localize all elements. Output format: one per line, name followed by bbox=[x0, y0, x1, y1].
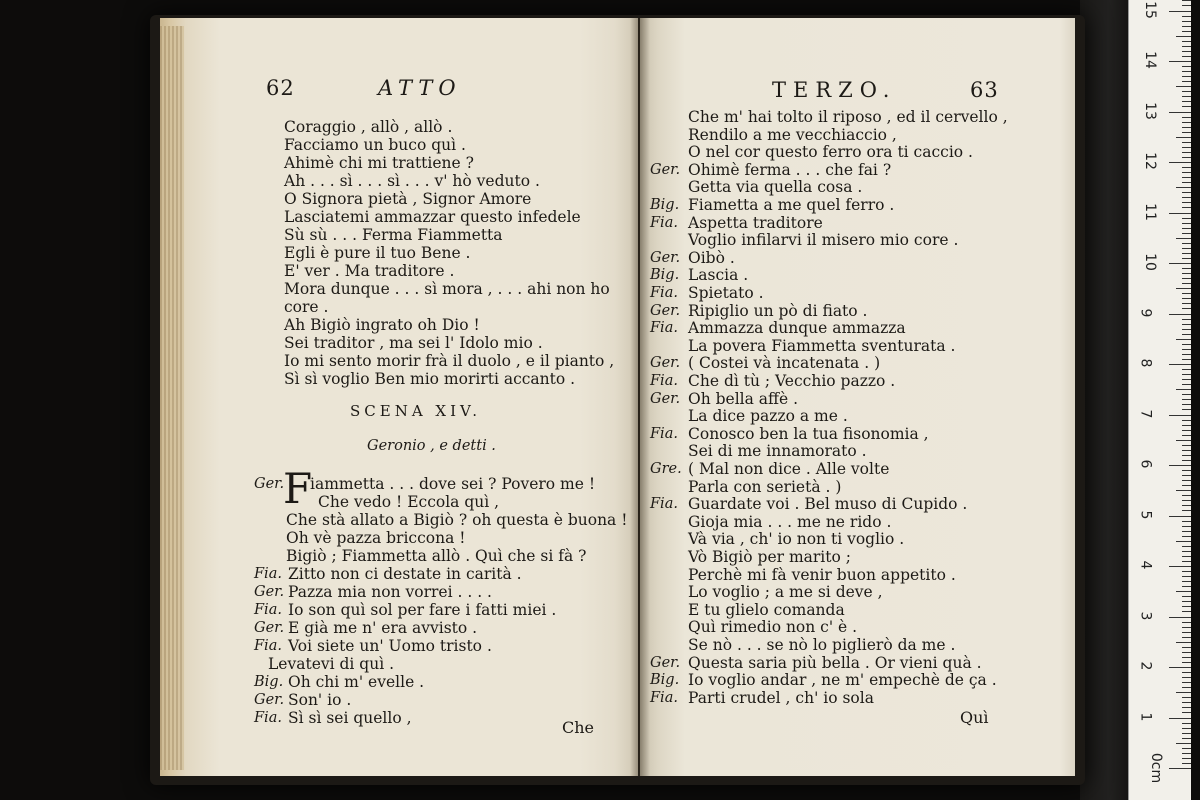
speaker-label: Fia. bbox=[650, 214, 678, 231]
verse-line: ( Mal non dice . Alle volte bbox=[688, 460, 890, 478]
ruler-tick bbox=[1182, 394, 1191, 395]
ruler-tick bbox=[1182, 127, 1191, 128]
ruler-tick bbox=[1182, 218, 1191, 219]
ruler-tick bbox=[1182, 26, 1191, 27]
verse-line: Voglio infilarvi il misero mio core . bbox=[688, 231, 959, 250]
ruler-tick bbox=[1182, 551, 1191, 552]
verse-line: Son' io . bbox=[288, 691, 352, 709]
ruler-tick bbox=[1169, 263, 1191, 264]
verse-line: Io voglio andar , ne m' empechè de ça . bbox=[688, 671, 997, 690]
verse-line: Parti crudel , ch' io sola bbox=[688, 688, 874, 707]
ruler-tick bbox=[1182, 738, 1191, 739]
verse-line: Sù sù . . . Ferma Fiammetta bbox=[284, 226, 503, 244]
ruler-tick bbox=[1182, 611, 1191, 612]
page-number-right: 63 bbox=[970, 78, 999, 102]
ruler-tick bbox=[1182, 510, 1191, 511]
ruler-number: 1 bbox=[1137, 712, 1154, 721]
verse-line: Pazza mia non vorrei . . . . bbox=[288, 583, 492, 601]
ruler-tick bbox=[1169, 465, 1191, 466]
verse-line: Ah . . . sì . . . sì . . . v' hò veduto . bbox=[284, 172, 540, 190]
ruler-tick bbox=[1182, 319, 1191, 320]
ruler-tick bbox=[1176, 490, 1191, 491]
ruler-tick bbox=[1182, 359, 1191, 360]
verse-line: Getta via quella cosa . bbox=[688, 178, 863, 197]
ruler-tick bbox=[1169, 617, 1191, 618]
verse-line: Và via , ch' io non ti voglio . bbox=[688, 530, 905, 549]
verse-line: Sei traditor , ma sei l' Idolo mio . bbox=[284, 334, 543, 352]
ruler-tick bbox=[1182, 51, 1191, 52]
verse-line: Ohimè ferma . . . che fai ? bbox=[688, 160, 892, 179]
ruler-tick bbox=[1182, 76, 1191, 77]
ruler-tick bbox=[1182, 283, 1191, 284]
ruler-tick bbox=[1176, 339, 1191, 340]
ruler-tick bbox=[1182, 485, 1191, 486]
ruler-tick bbox=[1182, 425, 1191, 426]
catchword-left: Che bbox=[562, 718, 595, 737]
speaker-label: Fia. bbox=[650, 285, 678, 301]
right-page bbox=[640, 18, 1075, 776]
ruler-tick bbox=[1182, 536, 1191, 537]
speaker-label: Fia. bbox=[254, 566, 282, 582]
ruler-tick bbox=[1169, 112, 1191, 113]
ruler-tick bbox=[1182, 697, 1191, 698]
ruler-tick bbox=[1182, 556, 1191, 557]
ruler-tick bbox=[1176, 86, 1191, 87]
ruler-tick bbox=[1176, 541, 1191, 542]
ruler-tick bbox=[1169, 364, 1191, 365]
ruler-tick bbox=[1182, 581, 1191, 582]
ruler-tick bbox=[1182, 177, 1191, 178]
ruler-tick bbox=[1182, 500, 1191, 501]
ruler-tick bbox=[1176, 187, 1191, 188]
ruler-tick bbox=[1169, 566, 1191, 567]
verse-line: Se nò . . . se nò lo piglierò da me . bbox=[688, 636, 956, 654]
ruler-tick bbox=[1182, 16, 1191, 17]
verse-line: ( Costei và incatenata . ) bbox=[688, 354, 881, 373]
ruler-tick bbox=[1182, 409, 1191, 410]
ruler-tick bbox=[1182, 308, 1191, 309]
ruler-tick bbox=[1182, 505, 1191, 506]
ruler-number: 10 bbox=[1141, 253, 1158, 271]
ruler-tick bbox=[1176, 36, 1191, 37]
ruler-tick bbox=[1182, 172, 1191, 173]
verse-line: Levatevi di quì . bbox=[268, 655, 395, 673]
ruler-tick bbox=[1182, 586, 1191, 587]
ruler-tick bbox=[1182, 455, 1191, 456]
ruler-number: 13 bbox=[1141, 101, 1158, 120]
ruler-tick bbox=[1182, 147, 1191, 148]
ruler-tick bbox=[1182, 627, 1191, 628]
ruler-tick bbox=[1182, 354, 1191, 355]
ruler-tick bbox=[1182, 369, 1191, 370]
speaker-label: Ger. bbox=[650, 249, 681, 266]
speaker-label: Ger. bbox=[650, 302, 681, 319]
scene-title: SCENA XIV. bbox=[350, 402, 482, 420]
verse-line: Lo voglio ; a me si deve , bbox=[688, 583, 883, 602]
ruler-tick bbox=[1182, 223, 1191, 224]
ruler-number: 2 bbox=[1137, 661, 1154, 671]
speaker-label: Big. bbox=[650, 197, 680, 213]
verse-line: Questa saria più bella . Or vieni quà . bbox=[688, 653, 982, 672]
ruler-tick bbox=[1182, 622, 1191, 623]
verse-line: Aspetta traditore bbox=[688, 213, 823, 232]
ruler-tick bbox=[1182, 228, 1191, 229]
ruler-tick bbox=[1182, 672, 1191, 673]
ruler-tick bbox=[1176, 238, 1191, 239]
ruler-tick bbox=[1182, 66, 1191, 67]
ruler-tick bbox=[1182, 31, 1191, 32]
verse-line: Vò Bigiò per marito ; bbox=[688, 548, 851, 566]
catchword-right: Quì bbox=[960, 708, 989, 727]
speaker-label: Ger. bbox=[254, 692, 285, 708]
ruler-number: 11 bbox=[1141, 202, 1158, 221]
ruler-tick bbox=[1182, 197, 1191, 198]
book-gutter bbox=[630, 18, 650, 776]
ruler-tick bbox=[1169, 718, 1191, 719]
page-edges bbox=[160, 26, 184, 770]
ruler-tick bbox=[1182, 71, 1191, 72]
verse-line: Io mi sento morir frà il duolo , e il pianto , bbox=[284, 352, 615, 370]
ruler-tick bbox=[1182, 571, 1191, 572]
verse-line: Parla con serietà . ) bbox=[688, 477, 842, 496]
ruler-tick bbox=[1182, 682, 1191, 683]
verse-line: core . bbox=[284, 298, 329, 316]
ruler-tick bbox=[1182, 303, 1191, 304]
ruler-tick bbox=[1169, 768, 1191, 769]
speaker-label: Ger. bbox=[650, 161, 681, 178]
speaker-label: Big. bbox=[650, 267, 680, 284]
ruler-tick bbox=[1182, 122, 1191, 123]
ruler-tick bbox=[1182, 480, 1191, 481]
ruler-tick bbox=[1182, 349, 1191, 350]
verse-line: Lascia . bbox=[688, 266, 749, 285]
ruler-tick bbox=[1182, 677, 1191, 678]
ruler-tick bbox=[1182, 657, 1191, 658]
ruler-tick bbox=[1182, 753, 1191, 754]
ruler-tick bbox=[1182, 344, 1191, 345]
ruler-tick bbox=[1182, 379, 1191, 380]
ruler-number: 4 bbox=[1137, 560, 1154, 570]
ruler-tick bbox=[1182, 142, 1191, 143]
verse-line: Egli è pure il tuo Bene . bbox=[284, 244, 471, 262]
ruler-tick bbox=[1182, 733, 1191, 734]
ruler-tick bbox=[1182, 96, 1191, 97]
ruler-tick bbox=[1182, 531, 1191, 532]
ruler-tick bbox=[1182, 728, 1191, 729]
ruler-tick bbox=[1169, 61, 1191, 62]
verse-line: Che vedo ! Eccola quì , bbox=[318, 493, 500, 511]
ruler-tick bbox=[1182, 41, 1191, 42]
verse-line: Ripiglio un pò di fiato . bbox=[688, 301, 868, 320]
ruler-tick bbox=[1176, 591, 1191, 592]
speaker-label: Fia. bbox=[254, 710, 282, 726]
speaker-label: Fia. bbox=[650, 689, 678, 706]
ruler-tick bbox=[1182, 56, 1191, 57]
speaker-label: Fia. bbox=[650, 373, 678, 389]
verse-line: Oh chi m' evelle . bbox=[288, 673, 425, 691]
ruler-number: 15 bbox=[1141, 0, 1158, 19]
ruler-tick bbox=[1182, 167, 1191, 168]
ruler-tick bbox=[1182, 495, 1191, 496]
ruler-tick bbox=[1169, 11, 1191, 12]
speaker-label: Ger. bbox=[650, 390, 681, 407]
verse-line: Mora dunque . . . sì mora , . . . ahi non ho bbox=[284, 280, 610, 298]
ruler-tick bbox=[1182, 243, 1191, 244]
verse-line: Conosco ben la tua fisonomia , bbox=[688, 424, 929, 443]
verse-line: Ammazza dunque ammazza bbox=[688, 319, 906, 338]
ruler-tick bbox=[1182, 268, 1191, 269]
verse-line: Guardate voi . Bel muso di Cupido . bbox=[688, 495, 968, 514]
verse-line: Bigiò ; Fiammetta allò . Quì che si fà ? bbox=[286, 547, 587, 565]
ruler-tick bbox=[1182, 723, 1191, 724]
ruler-tick bbox=[1169, 162, 1191, 163]
speaker-label: Ger. bbox=[254, 584, 285, 600]
verse-line: Rendilo a me vecchiaccio , bbox=[688, 125, 897, 144]
page-number-left: 62 bbox=[266, 76, 295, 100]
ruler-tick bbox=[1182, 182, 1191, 183]
verse-line: Zitto non ci destate in carità . bbox=[288, 565, 522, 583]
running-header-left: ATTO bbox=[378, 76, 462, 100]
speaker-label: Ger. bbox=[650, 654, 681, 671]
verse-line: Gioja mia . . . me ne rido . bbox=[688, 512, 892, 531]
ruler-tick bbox=[1169, 667, 1191, 668]
ruler-tick bbox=[1182, 596, 1191, 597]
ruler-number: 8 bbox=[1137, 358, 1154, 368]
speaker-label: Big. bbox=[254, 674, 284, 690]
ruler-tick bbox=[1182, 329, 1191, 330]
verse-line: La dice pazzo a me . bbox=[688, 407, 848, 426]
ruler-tick bbox=[1182, 637, 1191, 638]
verse-line: Ahimè chi mi trattiene ? bbox=[284, 154, 474, 172]
speaker-label: Fia. bbox=[650, 320, 678, 337]
ruler-number: 7 bbox=[1137, 409, 1154, 418]
speaker-label: Big. bbox=[650, 672, 680, 689]
ruler-tick bbox=[1182, 233, 1191, 234]
ruler-tick bbox=[1182, 324, 1191, 325]
ruler-tick bbox=[1182, 399, 1191, 400]
ruler-tick bbox=[1182, 207, 1191, 208]
verse-line: Che dì tù ; Vecchio pazzo . bbox=[688, 372, 896, 390]
ruler-tick bbox=[1182, 384, 1191, 385]
verse-line: E tu glielo comanda bbox=[688, 600, 845, 619]
ruler-tick bbox=[1182, 576, 1191, 577]
verse-line: Che stà allato a Bigiò ? oh questa è buona ! bbox=[286, 511, 628, 529]
ruler-tick bbox=[1182, 334, 1191, 335]
left-page bbox=[160, 18, 638, 776]
ruler-tick bbox=[1182, 460, 1191, 461]
ruler-tick bbox=[1182, 420, 1191, 421]
ruler-tick bbox=[1182, 601, 1191, 602]
ruler-tick bbox=[1182, 445, 1191, 446]
ruler-tick bbox=[1182, 712, 1191, 713]
ruler-number: 9 bbox=[1137, 308, 1154, 317]
ruler-tick bbox=[1182, 526, 1191, 527]
verse-line: O nel cor questo ferro ora ti caccio . bbox=[688, 143, 973, 162]
ruler-tick bbox=[1182, 5, 1191, 6]
ruler-tick bbox=[1182, 46, 1191, 47]
ruler-number: 3 bbox=[1137, 611, 1154, 620]
background-cloth bbox=[1080, 0, 1128, 800]
ruler-tick bbox=[1182, 132, 1191, 133]
ruler-tick bbox=[1176, 137, 1191, 138]
verse-line: Sei di me innamorato . bbox=[688, 442, 867, 461]
speaker-label: Ger. bbox=[254, 620, 285, 636]
ruler-tick bbox=[1169, 516, 1191, 517]
verse-line: Sì sì sei quello , bbox=[288, 709, 412, 727]
verse-line: Che m' hai tolto il riposo , ed il cervello , bbox=[688, 108, 1008, 126]
ruler-tick bbox=[1182, 106, 1191, 107]
ruler-tick bbox=[1182, 662, 1191, 663]
ruler-tick bbox=[1182, 273, 1191, 274]
verse-line: La povera Fiammetta sventurata . bbox=[688, 336, 956, 355]
measuring-ruler bbox=[1128, 0, 1191, 800]
ruler-tick bbox=[1182, 91, 1191, 92]
ruler-tick bbox=[1182, 202, 1191, 203]
ruler-tick bbox=[1176, 642, 1191, 643]
ruler-tick bbox=[1169, 314, 1191, 315]
ruler-tick bbox=[1176, 743, 1191, 744]
ruler-number: 14 bbox=[1141, 51, 1158, 69]
ruler-tick bbox=[1182, 632, 1191, 633]
ruler-tick bbox=[1182, 0, 1191, 1]
verse-line: Oh bella affè . bbox=[688, 389, 799, 408]
verse-line: Quì rimedio non c' è . bbox=[688, 618, 858, 637]
scene-persons: Geronio , e detti . bbox=[367, 438, 496, 454]
ruler-tick bbox=[1182, 404, 1191, 405]
verse-line: Voi siete un' Uomo tristo . bbox=[288, 637, 492, 655]
ruler-tick bbox=[1182, 374, 1191, 375]
verse-line: Coraggio , allò , allò . bbox=[284, 118, 453, 136]
speaker-label: Ger. bbox=[650, 355, 681, 372]
ruler-tick bbox=[1182, 647, 1191, 648]
ruler-tick bbox=[1182, 758, 1191, 759]
ruler-tick bbox=[1182, 748, 1191, 749]
ruler-tick bbox=[1176, 692, 1191, 693]
ruler-tick bbox=[1182, 298, 1191, 299]
verse-line: E' ver . Ma traditore . bbox=[284, 262, 455, 280]
ruler-tick bbox=[1182, 707, 1191, 708]
ruler-tick bbox=[1182, 258, 1191, 259]
verse-line: Perchè mi fà venir buon appetito . bbox=[688, 565, 956, 584]
verse-line: Oibò . bbox=[688, 248, 735, 267]
running-header-right: TERZO. bbox=[772, 78, 897, 102]
speaker-label: Fia. bbox=[650, 425, 678, 442]
ruler-tick bbox=[1182, 435, 1191, 436]
verse-line: iammetta . . . dove sei ? Povero me ! bbox=[310, 475, 596, 493]
verse-line: Lasciatemi ammazzar questo infedele bbox=[284, 208, 581, 226]
ruler-tick bbox=[1182, 157, 1191, 158]
ruler-number: 6 bbox=[1137, 459, 1154, 469]
ruler-tick bbox=[1182, 430, 1191, 431]
verse-line: Io son quì sol per fare i fatti miei . bbox=[288, 601, 557, 619]
speaker-label: Ger. bbox=[254, 476, 285, 492]
verse-line: Facciamo un buco quì . bbox=[284, 136, 466, 154]
ruler-tick bbox=[1182, 702, 1191, 703]
ruler-tick bbox=[1182, 561, 1191, 562]
verse-line: O Signora pietà , Signor Amore bbox=[284, 190, 532, 208]
ruler-tick bbox=[1182, 293, 1191, 294]
ruler-number: 12 bbox=[1141, 152, 1158, 170]
ruler-zero-label: 0cm bbox=[1148, 752, 1165, 784]
ruler-number: 5 bbox=[1137, 510, 1154, 519]
ruler-tick bbox=[1176, 288, 1191, 289]
ruler-tick bbox=[1182, 248, 1191, 249]
ruler-tick bbox=[1182, 192, 1191, 193]
ruler-tick bbox=[1176, 389, 1191, 390]
ruler-tick bbox=[1182, 101, 1191, 102]
verse-line: Ah Bigiò ingrato oh Dio ! bbox=[284, 316, 480, 334]
ruler-tick bbox=[1182, 81, 1191, 82]
speaker-label: Gre. bbox=[650, 461, 682, 477]
ruler-tick bbox=[1182, 475, 1191, 476]
drop-cap: F bbox=[283, 464, 313, 513]
speaker-label: Fia. bbox=[254, 638, 282, 654]
ruler-tick bbox=[1182, 152, 1191, 153]
verse-line: Spietato . bbox=[688, 284, 764, 302]
ruler-tick bbox=[1182, 687, 1191, 688]
ruler-tick bbox=[1182, 278, 1191, 279]
ruler-tick bbox=[1169, 213, 1191, 214]
ruler-tick bbox=[1182, 521, 1191, 522]
verse-line: E già me n' era avvisto . bbox=[288, 619, 478, 637]
verse-line: Fiametta a me quel ferro . bbox=[688, 196, 895, 214]
ruler-tick bbox=[1182, 652, 1191, 653]
speaker-label: Fia. bbox=[254, 602, 282, 618]
ruler-tick bbox=[1182, 117, 1191, 118]
ruler-tick bbox=[1182, 606, 1191, 607]
ruler-tick bbox=[1169, 415, 1191, 416]
ruler-tick bbox=[1182, 470, 1191, 471]
ruler-tick bbox=[1182, 253, 1191, 254]
verse-line: Oh vè pazza briccona ! bbox=[286, 529, 466, 547]
ruler-tick bbox=[1182, 546, 1191, 547]
verse-line: Sì sì voglio Ben mio morirti accanto . bbox=[284, 370, 576, 388]
ruler-tick bbox=[1182, 21, 1191, 22]
ruler-tick bbox=[1182, 763, 1191, 764]
ruler-tick bbox=[1182, 450, 1191, 451]
speaker-label: Fia. bbox=[650, 496, 678, 513]
ruler-tick bbox=[1176, 440, 1191, 441]
